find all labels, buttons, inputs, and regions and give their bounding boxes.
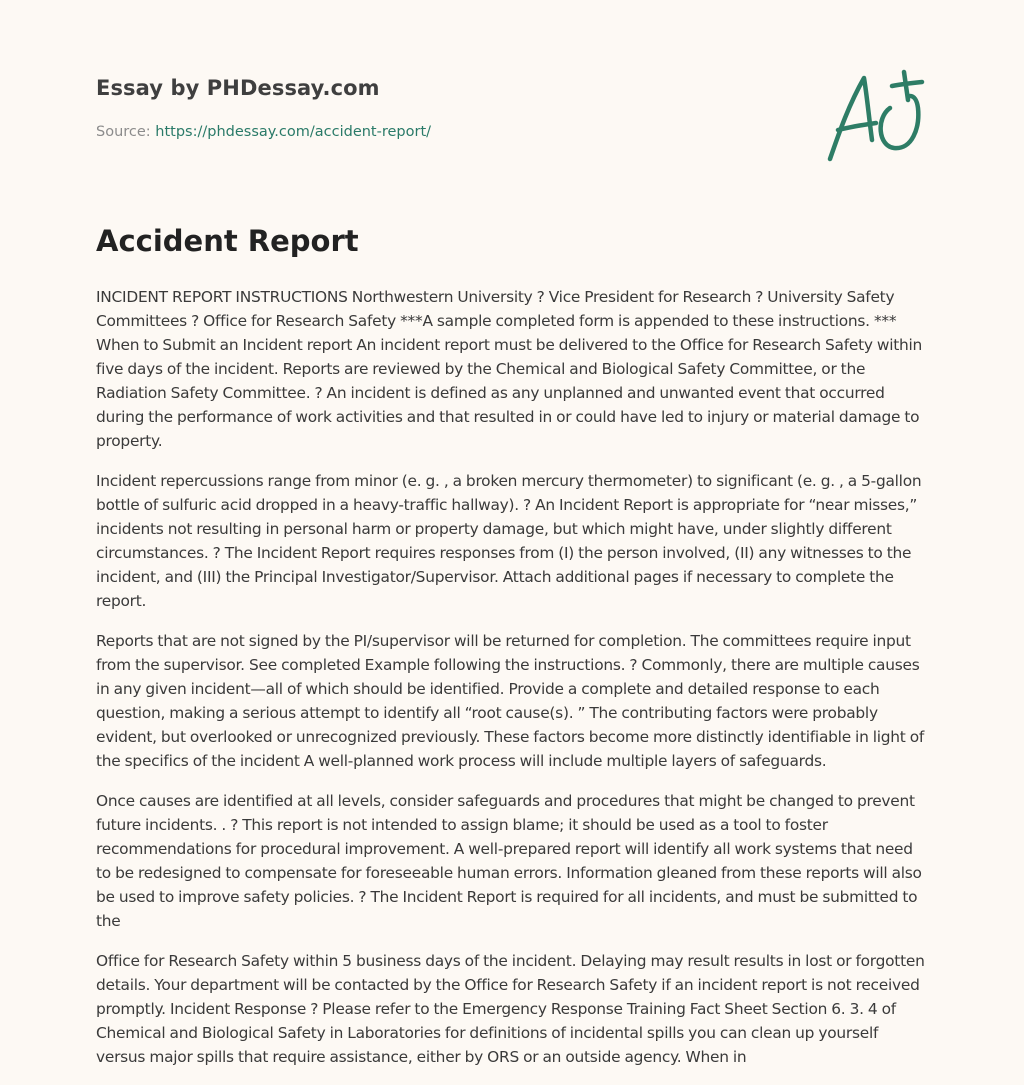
paragraph: Incident repercussions range from minor (e. g. , a broken mercury thermometer) to significant (e. g. , a 5-gallon bottle of sulfuric acid dropped in a heavy-traffic hallway). ? An Incident Report is appropriate for “near misses,” incidents not resulting in personal harm or property damage, but which might have, under slightly different circumstances. ? The Incident Report requires responses from (I) the person involved, (II) any witnesses to the incident, and (III) the Principal Investigator/Supervisor. Attach additional pages if necessary to complete the report. [96,472,922,610]
source-link[interactable]: https://phdessay.com/accident-report/ [155,124,432,140]
paragraph: Reports that are not signed by the PI/supervisor will be returned for completion. The committees require input from the supervisor. See completed Example following the instructions. ? Commonly, there are multiple causes in any given incident—all of which should be identified. Provide a complete and detailed response to each question, making a serious attempt to identify all “root cause(s). ” The contributing factors were probably evident, but overlooked or unrecognized previously. These factors become more distinctly identifiable in light of the specifics of the incident A well-planned work process will include multiple layers of safeguards. [96,632,925,770]
source-line [96,124,431,140]
paragraph: Office for Research Safety within 5 business days of the incident. Delaying may result results in lost or forgotten details. Your department will be contacted by the Office for Research Safety if an incident report is not received promptly. Incident Response ? Please refer to the Emergency Response Training Fact Sheet Section 6. 3. 4 of Chemical and Biological Safety in Laboratories for definitions of incidental spills you can clean up yourself versus major spills that require assistance, either by ORS or an outside agency. When in [96,952,925,1066]
a-plus-icon [824,66,928,166]
source-label: Source: [96,124,156,140]
site-title: Essay by PHDessay.com [96,76,380,100]
paragraph: Once causes are identified at all levels, consider safeguards and procedures that might be changed to prevent future incidents. . ? This report is not intended to assign blame; it should be used as a tool to foster recommendations for procedural improvement. A well-prepared report will identify all work systems that need to be redesigned to compensate for foreseeable human errors. Information gleaned from these reports will also be used to improve safety policies. ? The Incident Report is required for all incidents, and must be submitted to the [96,792,922,930]
paragraph: INCIDENT REPORT INSTRUCTIONS Northwestern University ? Vice President for Research ? University Safety Committees ? Office for Research Safety ***A sample completed form is appended to these instructions. *** When to Submit an Incident report An incident report must be delivered to the Office for Research Safety within five days of the incident. Reports are reviewed by the Chemical and Biological Safety Committee, or the Radiation Safety Committee. ? An incident is defined as any unplanned and unwanted event that occurred during the performance of work activities and that resulted in or could have led to injury or material damage to property. [96,288,923,450]
document-body [96,285,928,1085]
document-title: Accident Report [96,224,359,258]
